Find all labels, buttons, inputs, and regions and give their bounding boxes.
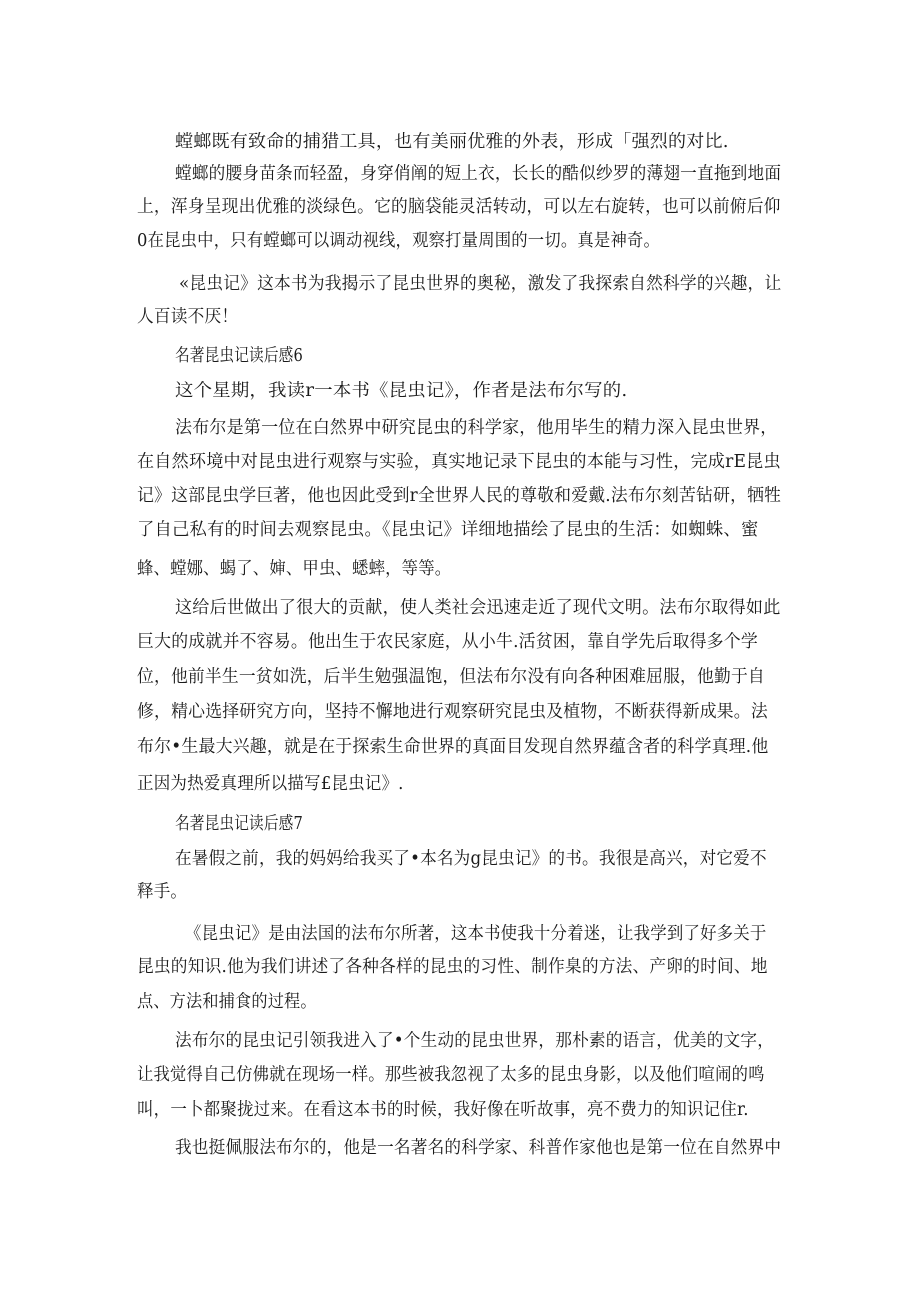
text-line: 这个星期，我读r一本书《昆虫记》，作者是法布尔写的.	[175, 381, 628, 401]
text-line: 巨大的成就并不容易。他出生于农民家庭，从小牛.活贫困，靠自学先后取得多个学	[137, 632, 758, 652]
text-line: 人百读不厌！	[137, 307, 239, 327]
text-line: 螳螂既有致命的捕猎工具，也有美丽优雅的外表，形成「强烈的对比.	[175, 132, 729, 152]
text-line: «昆虫记》这本书为我揭示了昆虫世界的奥秘，激发了我探索自然科学的兴趣，让	[179, 274, 782, 294]
text-line: 《昆虫记》是由法国的法布尔所著，这本书使我十分着迷，让我学到了好多关于	[185, 924, 767, 944]
text-line: 修，精心选择研究方向，坚持不懈地进行观察研究昆虫及植物，不断获得新成果。法	[137, 702, 768, 722]
section-heading: 名著昆虫记读后感6	[175, 346, 303, 366]
text-line: 法布尔是第一位在白然界中研究昆虫的科学家，他用毕生的精力深入昆虫世界，	[175, 418, 778, 438]
text-line: 点、方法和捕食的过程。	[137, 992, 317, 1012]
text-line: 蜂、螳娜、蝎了、婶、甲虫、蟋蟀，等等。	[137, 559, 452, 579]
text-line: 正因为热爱真理所以描写£昆虫记》.	[137, 774, 404, 794]
text-line: 记》这部昆虫学巨著，他也因此受到r全世界人民的尊敬和爱戴.法布尔刻苦钻研，牺牲	[137, 486, 782, 506]
text-line: 法布尔的昆虫记引领我进入了•个生动的昆虫世界，那朴素的语言，优美的文字，	[175, 1031, 775, 1051]
text-line: 释手。	[137, 882, 188, 902]
text-line: 昆虫的知识.他为我们讲述了各种各样的昆虫的习性、制作臬的方法、产卵的时间、地	[137, 957, 768, 977]
text-line: 叫，一卜都聚拢过来。在看这本书的时候，我好像在听故事，亮不费力的知识记住r.	[137, 1100, 749, 1120]
text-line: 上，浑身呈现出优雅的淡绿色。它的脑袋能灵活转动，可以左右旋转，也可以前俯后仰	[137, 197, 781, 217]
text-line: 位，他前半生一贫如洗，后半生勉强温饱，但法布尔没有向各种困难屈服，他勤于自	[137, 667, 765, 687]
text-line: 让我觉得自己仿佛就在现场一样。那些被我忽视了太多的昆虫身影，以及他们喧闹的鸣	[137, 1065, 765, 1085]
text-line: 在自然环境中对昆虫进行观察与实验，真实地记录下昆虫的本能与习性，完成rE昆虫	[137, 452, 781, 472]
text-line: 0在昆虫中，只有螳螂可以调动视线，观察打量周围的一切。真是神奇。	[137, 231, 661, 251]
text-line: 这给后世做出了很大的贡献，使人类社会迅速走近了现代文明。法布尔取得如此	[175, 598, 781, 618]
text-line: 螳螂的腰身苗条而轻盈，身穿俏阐的短上衣，长长的酷似纱罗的薄翅一直拖到地面	[175, 164, 782, 184]
text-line: 在暑假之前，我的妈妈给我买了•本名为g昆虫记》的书。我很是高兴，对它爱不	[175, 849, 767, 869]
text-line: 布尔•生最大兴趣，就是在于探索生命世界的真面目发现自然界蕴含者的科学真理.他	[137, 737, 769, 757]
text-line: 我也挺佩服法布尔的，他是一名著名的科学家、科普作家他也是第一位在自然界中	[175, 1138, 782, 1158]
text-line: 了自己私有的时间去观察昆虫。《昆虫记》详细地描绘了昆虫的生活：如蜘蛛、蜜	[137, 520, 759, 540]
section-heading: 名著昆虫记读后感7	[175, 814, 303, 834]
